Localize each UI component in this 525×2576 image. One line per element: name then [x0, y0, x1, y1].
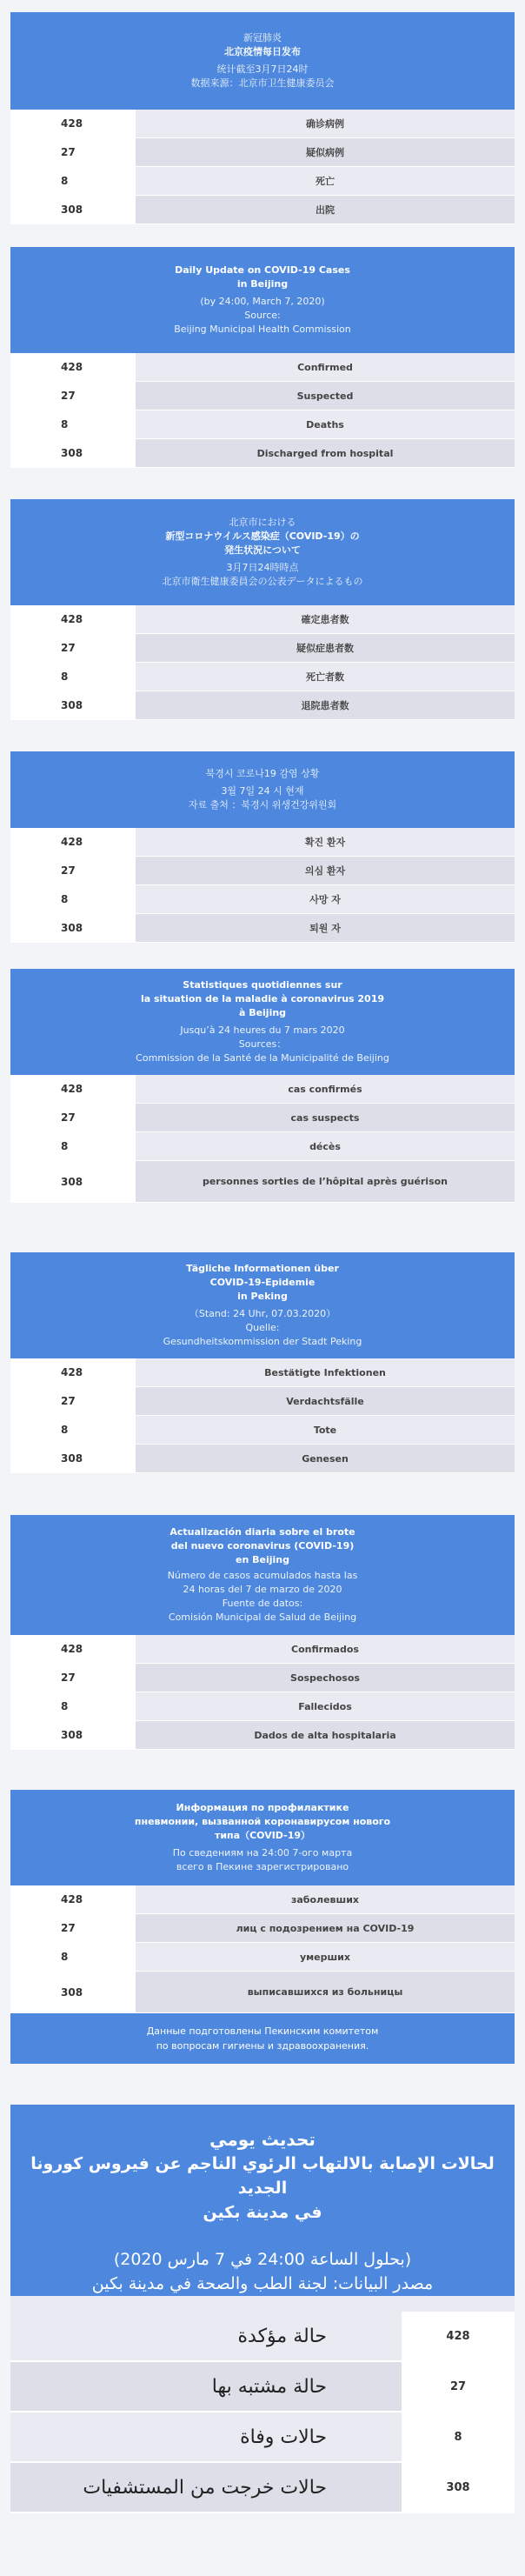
- stat-row-confirmed: [10, 2312, 515, 2362]
- stat-label: cas confirmés: [136, 1075, 515, 1103]
- stat-value: 308: [10, 914, 136, 942]
- stat-row-discharged: [10, 1161, 515, 1203]
- card-arabic: [10, 2105, 515, 2513]
- stat-label: 사망 자: [136, 885, 515, 913]
- stat-label: Bestätigte Infektionen: [136, 1358, 515, 1386]
- card-german: [10, 1252, 515, 1473]
- stat-value: 308: [402, 2463, 515, 2512]
- title-line: COVID-19-Epidemie: [209, 1277, 316, 1288]
- stat-label: Tote: [136, 1416, 515, 1444]
- card-english: [10, 247, 515, 468]
- stat-row-deaths: [10, 1943, 515, 1972]
- stat-label: 確定患者数: [136, 605, 515, 633]
- stat-row-suspected: [10, 138, 515, 167]
- title-line: 북경시 코로나19 감염 상황: [205, 768, 320, 779]
- stat-value: 308: [10, 1721, 136, 1749]
- stat-row-confirmed: [10, 1885, 515, 1914]
- subtitle-line: Source:: [244, 310, 281, 321]
- stat-value: 8: [10, 167, 136, 195]
- stat-value: 8: [10, 885, 136, 913]
- stat-row-discharged: [10, 691, 515, 720]
- stat-row-suspected: [10, 1914, 515, 1943]
- stat-value: 8: [10, 1943, 136, 1971]
- footer-line: Данные подготовлены Пекинским комитетом: [146, 2025, 379, 2037]
- subtitle-line: Commission de la Santé de la Municipalité de Beijing: [136, 1052, 389, 1064]
- stat-row-deaths: [10, 663, 515, 691]
- stat-row-discharged: [10, 1445, 515, 1473]
- stat-value: 308: [10, 1972, 136, 2012]
- title-line: تحديث يومي: [209, 2129, 316, 2150]
- title-line: Statistiques quotidiennes sur: [183, 979, 342, 991]
- stat-label: 出院: [136, 196, 515, 224]
- card-header: [10, 247, 515, 353]
- stat-label: Confirmed: [136, 353, 515, 381]
- subtitle-line: Número de casos acumulados hasta las: [167, 1570, 358, 1581]
- stat-label: 死亡者数: [136, 663, 515, 691]
- subtitle-line: (بحلول الساعة 24:00 في 7 مارس 2020): [113, 2250, 412, 2269]
- stat-label: décès: [136, 1132, 515, 1160]
- card-russian: [10, 1790, 515, 2064]
- title-line: 北京疫情每日发布: [224, 46, 301, 57]
- subtitle-line: Jusqu’à 24 heures du 7 mars 2020: [180, 1024, 345, 1036]
- stat-value: 428: [10, 110, 136, 137]
- stat-row-confirmed: [10, 828, 515, 857]
- stat-value: 8: [10, 1416, 136, 1444]
- stat-label: Confirmados: [136, 1635, 515, 1663]
- title-line: 発生状況について: [224, 544, 301, 556]
- stat-value: 27: [10, 1387, 136, 1415]
- stat-row-discharged: [10, 914, 515, 943]
- stat-row-deaths: [10, 1692, 515, 1721]
- stat-value: 308: [10, 439, 136, 467]
- stat-row-confirmed: [10, 1075, 515, 1104]
- stat-label: Fallecidos: [136, 1692, 515, 1720]
- stat-value: 27: [10, 138, 136, 166]
- stat-value: 308: [10, 1445, 136, 1472]
- card-spanish: [10, 1515, 515, 1750]
- card-header: [10, 969, 515, 1075]
- stat-label: حالات خرجت من المستشفيات: [10, 2463, 402, 2512]
- card-header: [10, 1790, 515, 1885]
- subtitle-line: (by 24:00, March 7, 2020): [200, 296, 325, 307]
- stat-row-discharged: [10, 1972, 515, 2013]
- card-header: [10, 12, 515, 110]
- stat-value: 8: [10, 663, 136, 691]
- stat-label: حالات وفاة: [10, 2412, 402, 2461]
- title-line: en Beijing: [236, 1554, 289, 1565]
- stat-value: 27: [10, 634, 136, 662]
- card-french: [10, 969, 515, 1203]
- subtitle-line: 자료 출처 ：북경시 위생건강위원회: [188, 799, 337, 811]
- stat-row-confirmed: [10, 1358, 515, 1387]
- stat-value: 428: [10, 1635, 136, 1663]
- source-footer: [10, 2013, 515, 2064]
- stat-label: 의심 환자: [136, 857, 515, 884]
- stat-value: 27: [10, 382, 136, 410]
- stat-row-discharged: [10, 1721, 515, 1750]
- stat-value: 27: [10, 857, 136, 884]
- stat-value: 8: [10, 1692, 136, 1720]
- subtitle-line: По сведениям на 24:00 7-ого марта: [172, 1847, 353, 1859]
- stat-label: 确诊病例: [136, 110, 515, 137]
- subtitle-line: всего в Пекине зарегистрировано: [176, 1861, 349, 1872]
- subtitle-line: Quelle:: [245, 1322, 280, 1333]
- title-line: la situation de la maladie à coronavirus 2019: [140, 993, 385, 1004]
- stat-label: 퇴원 자: [136, 914, 515, 942]
- stat-value: 428: [10, 353, 136, 381]
- stat-value: 308: [10, 691, 136, 719]
- subtitle-line: Beijing Municipal Health Commission: [174, 324, 351, 335]
- stat-value: 27: [10, 1104, 136, 1131]
- title-line: لحالات الإصابة بالالتهاب الرئوي الناجم عن فيروس كورونا الجديد: [30, 2154, 495, 2198]
- stat-label: Sospechosos: [136, 1664, 515, 1692]
- stat-row-confirmed: [10, 605, 515, 634]
- stat-label: 死亡: [136, 167, 515, 195]
- stat-label: 退院患者数: [136, 691, 515, 719]
- stat-value: 428: [402, 2312, 515, 2360]
- stat-row-deaths: [10, 1132, 515, 1161]
- footer-line: по вопросам гигиены и здравоохранения.: [156, 2040, 369, 2052]
- stat-label: 확진 환자: [136, 828, 515, 856]
- stat-value: 8: [402, 2412, 515, 2461]
- stat-value: 308: [10, 1161, 136, 1202]
- title-line: 新冠肺炎: [243, 32, 282, 43]
- stat-label: выписавшихся из больницы: [136, 1972, 515, 2012]
- title-line: del nuevo coronavirus (COVID-19): [170, 1540, 355, 1552]
- subtitle-line: 数据来源：北京市卫生健康委员会: [190, 77, 335, 89]
- stat-row-suspected: [10, 1387, 515, 1416]
- stat-label: حالة مشتبه بها: [10, 2362, 402, 2411]
- card-header: [10, 499, 515, 605]
- subtitle-line: Sources：: [238, 1038, 287, 1050]
- card-japanese: [10, 499, 515, 720]
- stat-row-suspected: [10, 857, 515, 885]
- stat-value: 27: [402, 2362, 515, 2411]
- stat-value: 8: [10, 410, 136, 438]
- stat-value: 8: [10, 1132, 136, 1160]
- stat-row-confirmed: [10, 1635, 515, 1664]
- stat-label: Suspected: [136, 382, 515, 410]
- subtitle-line: Fuente de datos:: [222, 1598, 303, 1609]
- stat-value: 27: [10, 1914, 136, 1942]
- stat-row-discharged: [10, 196, 515, 224]
- title-line: in Peking: [237, 1291, 288, 1302]
- stat-row-deaths: [10, 2412, 515, 2463]
- card-header: [10, 1252, 515, 1358]
- stat-label: 疑似病例: [136, 138, 515, 166]
- card-header: [10, 1515, 515, 1635]
- stat-value: 308: [10, 196, 136, 224]
- title-line: Tägliche Informationen über: [186, 1263, 339, 1274]
- stat-row-deaths: [10, 885, 515, 914]
- card-header: [10, 751, 515, 828]
- subtitle-line: 3월 7일 24 시 현재: [221, 785, 304, 797]
- card-korean: [10, 751, 515, 943]
- stat-label: Genesen: [136, 1445, 515, 1472]
- stat-value: 27: [10, 1664, 136, 1692]
- stat-row-suspected: [10, 1664, 515, 1692]
- subtitle-line: （Stand: 24 Uhr, 07.03.2020）: [189, 1308, 336, 1319]
- stat-row-deaths: [10, 167, 515, 196]
- subtitle-line: مصدر البيانات: لجنة الطب والصحة في مدينة بكين: [91, 2274, 434, 2293]
- title-line: Daily Update on COVID-19 Cases: [175, 264, 350, 276]
- stat-label: personnes sorties de l’hôpital après guérison: [136, 1161, 515, 1202]
- stat-label: حالة مؤكدة: [10, 2312, 402, 2360]
- stat-label: лиц с подозрением на COVID-19: [136, 1914, 515, 1942]
- title-line: في مدينة بكين: [203, 2203, 322, 2222]
- stat-row-confirmed: [10, 110, 515, 138]
- stat-label: Verdachtsfälle: [136, 1387, 515, 1415]
- stat-row-suspected: [10, 634, 515, 663]
- stat-value: 428: [10, 828, 136, 856]
- subtitle-line: 24 horas del 7 de marzo de 2020: [183, 1584, 342, 1595]
- stat-row-deaths: [10, 410, 515, 439]
- stat-value: 428: [10, 1075, 136, 1103]
- stat-row-discharged: [10, 439, 515, 468]
- stat-label: заболевших: [136, 1885, 515, 1913]
- title-line: Информация по профилактике: [176, 1802, 349, 1813]
- stat-row-suspected: [10, 1104, 515, 1132]
- subtitle-line: Comisión Municipal de Salud de Beijing: [168, 1612, 357, 1623]
- subtitle-line: 统计截至3月7日24时: [216, 63, 309, 75]
- card-header: [10, 2105, 515, 2296]
- card-chinese: [10, 12, 515, 224]
- stat-row-discharged: [10, 2463, 515, 2513]
- stat-value: 428: [10, 605, 136, 633]
- stat-row-deaths: [10, 1416, 515, 1445]
- stat-label: Dados de alta hospitalaria: [136, 1721, 515, 1749]
- stat-label: умерших: [136, 1943, 515, 1971]
- title-line: пневмонии, вызванной коронавирусом нового: [134, 1816, 391, 1827]
- subtitle-line: 北京市衛生健康委員会の公表データによるもの: [162, 576, 363, 587]
- stat-value: 428: [10, 1358, 136, 1386]
- stat-label: cas suspects: [136, 1104, 515, 1131]
- title-line: Actualización diaria sobre el brote: [169, 1526, 356, 1538]
- title-line: 北京市における: [229, 517, 296, 528]
- stat-row-confirmed: [10, 353, 515, 382]
- title-line: à Beijing: [238, 1007, 287, 1018]
- stat-row-suspected: [10, 382, 515, 410]
- stat-value: 428: [10, 1885, 136, 1913]
- stat-label: Discharged from hospital: [136, 439, 515, 467]
- title-line: in Beijing: [236, 278, 289, 290]
- subtitle-line: 3月7日24時時点: [226, 562, 299, 573]
- title-line: 新型コロナウイルス感染症（COVID-19）の: [165, 531, 360, 542]
- subtitle-line: Gesundheitskommission der Stadt Peking: [163, 1336, 362, 1347]
- title-line: типа（COVID-19）: [214, 1830, 311, 1841]
- stat-label: 疑似症患者数: [136, 634, 515, 662]
- stat-label: Deaths: [136, 410, 515, 438]
- stat-row-suspected: [10, 2362, 515, 2412]
